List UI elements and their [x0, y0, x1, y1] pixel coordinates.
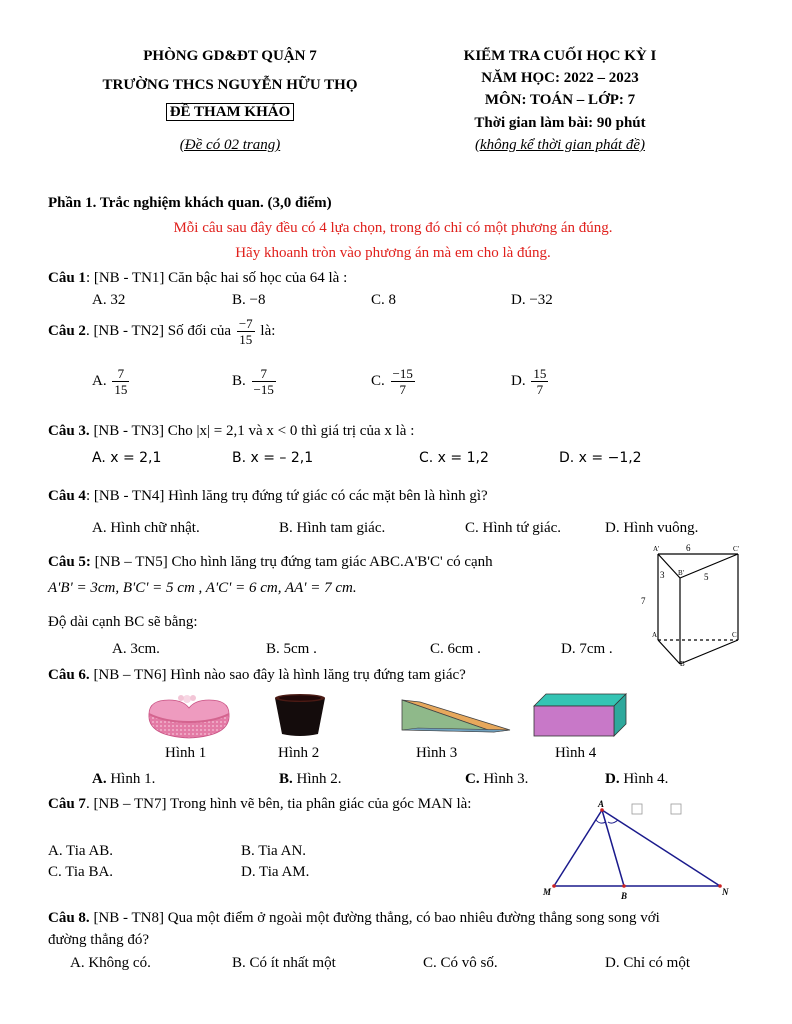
q4-option-c: C. Hình tứ giác.	[465, 520, 562, 536]
fig5-label-c: C	[732, 631, 737, 639]
school-name: TRƯỜNG THCS NGUYỄN HỮU THỌ	[102, 77, 358, 93]
fig7-label-b: B	[621, 891, 628, 901]
q3-label: Câu 3.	[48, 423, 90, 439]
q8-label: Câu 8.	[48, 910, 90, 926]
q3-option-a: A. x = 2,1	[92, 450, 162, 466]
q6-figure-2-label: Hình 2	[278, 745, 320, 761]
q6-a-letter: A.	[92, 771, 107, 787]
q6-a-text: Hình 1.	[106, 771, 156, 787]
q2-b-num: 7	[252, 366, 276, 382]
q3-option-d: D. x = −1,2	[559, 450, 642, 466]
q5-option-b: B. 5cm .	[266, 641, 317, 657]
part1-instruction-1: Mỗi câu sau đây đều có 4 lựa chọn, trong đó chỉ có một phương án đúng.	[173, 220, 613, 236]
empty-box-icon	[671, 804, 681, 814]
q2-c-num: −15	[392, 366, 413, 381]
q5-text3: Độ dài cạnh BC sẽ bằng:	[48, 614, 198, 630]
q1-option-c: C. 8	[371, 292, 397, 308]
q2-stem	[48, 316, 275, 347]
q6-d-text: Hình 4.	[619, 771, 669, 787]
exam-kind: ĐỀ THAM KHẢO	[166, 103, 295, 121]
q2-fraction	[237, 316, 255, 347]
exam-kind-wrap	[100, 104, 360, 121]
q2-text: . [NB - TN2] Số đối của	[85, 322, 232, 339]
q7-option-d: D. Tia AM.	[241, 864, 310, 880]
q6-c-text: Hình 3.	[479, 771, 529, 787]
q2-b-den: −15	[253, 382, 274, 397]
q2-option-d	[511, 366, 550, 397]
q6-b-text: Hình 2.	[292, 771, 342, 787]
q7-triangle-figure	[540, 798, 740, 902]
fig5-label-a: A	[652, 631, 658, 639]
q5-option-a: A. 3cm.	[112, 641, 160, 657]
q2-option-b	[232, 366, 278, 397]
q6-stem	[48, 667, 466, 684]
fig7-label-n: N	[722, 887, 729, 897]
q5-text1: [NB – TN5] Cho hình lăng trụ đứng tam giác ABC.A'B'C' có cạnh	[90, 554, 493, 570]
q8-text1: [NB - TN8] Qua một điểm ở ngoài một đường thẳng, có bao nhiêu đường thẳng song song với	[89, 910, 660, 926]
fig5-label-b: B	[680, 660, 685, 668]
q2-num: −7	[238, 316, 253, 331]
q2-d-num: 15	[533, 366, 547, 381]
q2-option-a	[92, 366, 131, 397]
q7-option-c: C. Tia BA.	[48, 864, 114, 880]
q3-stem	[48, 423, 414, 440]
q2-a-num: 7	[112, 366, 129, 382]
school-year: NĂM HỌC: 2022 – 2023	[481, 70, 639, 86]
duration-note: (không kể thời gian phát đề)	[474, 137, 646, 153]
q7-text: . [NB – TN7] Trong hình vẽ bên, tia phân giác của góc MAN là:	[85, 796, 472, 812]
q6-option-d	[605, 771, 668, 788]
fig7-label-m: M	[543, 887, 552, 897]
q4-text: : [NB - TN4] Hình lăng trụ đứng tứ giác có các mặt bên là hình gì?	[85, 488, 488, 504]
empty-box-icon	[632, 804, 642, 814]
q4-option-d: D. Hình vuông.	[605, 520, 699, 536]
q1-option-d: D. −32	[511, 292, 553, 308]
q7-option-b: B. Tia AN.	[241, 843, 307, 859]
q8-option-a: A. Không có.	[70, 955, 151, 971]
fig5-label-a1: A'	[653, 545, 660, 553]
q5-label: Câu 5:	[48, 554, 91, 570]
q6-b-letter: B.	[279, 771, 293, 787]
q2-d-letter: D.	[511, 372, 526, 389]
q5-option-d: D. 7cm .	[561, 641, 613, 657]
fig5-len-5: 5	[704, 572, 709, 582]
fig5-label-b1: B'	[678, 569, 684, 577]
q6-figure-1-label: Hình 1	[165, 745, 207, 761]
q6-text: [NB – TN6] Hình nào sao đây là hình lăng trụ đứng tam giác?	[89, 667, 466, 683]
q8-text2: đường thẳng đó?	[48, 932, 150, 948]
q6-label: Câu 6.	[48, 667, 90, 683]
part1-title: Phần 1. Trắc nghiệm khách quan. (3,0 điểm)	[48, 195, 332, 211]
q2-option-c	[371, 366, 417, 397]
q6-option-b	[279, 771, 342, 788]
q2-c-den: 7	[399, 382, 406, 397]
exam-title: KIỂM TRA CUỐI HỌC KỲ I	[463, 48, 657, 64]
q2-a-letter: A.	[92, 372, 107, 389]
q6-figure-3-label: Hình 3	[416, 745, 458, 761]
duration: Thời gian làm bài: 90 phút	[474, 115, 646, 131]
q2-text-post: là:	[260, 322, 276, 339]
q1-label: Câu 1	[48, 270, 86, 286]
q7-stem	[48, 796, 471, 813]
q1-option-a: A. 32	[92, 292, 126, 308]
ramp-prism-image	[398, 696, 514, 736]
fig7-label-a: A	[598, 799, 605, 809]
q2-a-den: 15	[114, 382, 128, 397]
page-count: (Đề có 02 trang)	[179, 137, 281, 153]
school-dept: PHÒNG GD&ĐT QUẬN 7	[143, 48, 317, 64]
q8-option-c: C. Có vô số.	[423, 955, 498, 971]
q8-option-b: B. Có ít nhất một	[232, 955, 336, 971]
q3-option-c: C. x = 1,2	[419, 450, 489, 466]
q5-prism-figure	[640, 540, 750, 675]
q4-stem	[48, 488, 488, 505]
q6-d-letter: D.	[605, 771, 620, 787]
q3-option-b: B. x = – 2,1	[232, 450, 314, 466]
q2-b-letter: B.	[232, 372, 246, 389]
q8-option-d: D. Chỉ có một	[605, 955, 690, 971]
heart-box-image	[143, 692, 235, 740]
q6-option-c	[465, 771, 528, 788]
q5-option-c: C. 6cm .	[430, 641, 481, 657]
bowl-image	[270, 692, 330, 740]
q1-text: : [NB - TN1] Căn bậc hai số học của 64 là :	[85, 270, 348, 286]
q3-text: [NB - TN3] Cho |x| = 2,1 và x < 0 thì giá trị của x là :	[89, 423, 415, 439]
fig5-len-3: 3	[660, 570, 665, 580]
q7-option-a: A. Tia AB.	[48, 843, 114, 859]
q2-d-den: 7	[536, 382, 544, 397]
fig5-len-7: 7	[641, 596, 646, 606]
q2-label: Câu 2	[48, 322, 86, 339]
q4-option-a: A. Hình chữ nhật.	[92, 520, 200, 536]
q6-option-a	[92, 771, 155, 788]
q4-option-b: B. Hình tam giác.	[279, 520, 386, 536]
q5-stem	[48, 554, 493, 571]
q5-text2: A'B' = 3cm, B'C' = 5 cm , A'C' = 6 cm, AA' = 7 cm.	[48, 580, 357, 596]
q4-label: Câu 4	[48, 488, 86, 504]
q1-stem	[48, 270, 347, 287]
q2-c-letter: C.	[371, 372, 385, 389]
part1-instruction-2: Hãy khoanh tròn vào phương án mà em cho là đúng.	[235, 245, 551, 261]
fig5-len-6: 6	[686, 543, 691, 553]
q7-label: Câu 7	[48, 796, 86, 812]
box-prism-image	[530, 692, 632, 740]
q6-figure-4-label: Hình 4	[555, 745, 597, 761]
fig5-label-c1: C'	[733, 545, 739, 553]
q2-den: 15	[239, 332, 253, 347]
subject: MÔN: TOÁN – LỚP: 7	[484, 92, 636, 108]
q6-c-letter: C.	[465, 771, 480, 787]
q8-stem	[48, 910, 660, 927]
q1-option-b: B. −8	[232, 292, 266, 308]
